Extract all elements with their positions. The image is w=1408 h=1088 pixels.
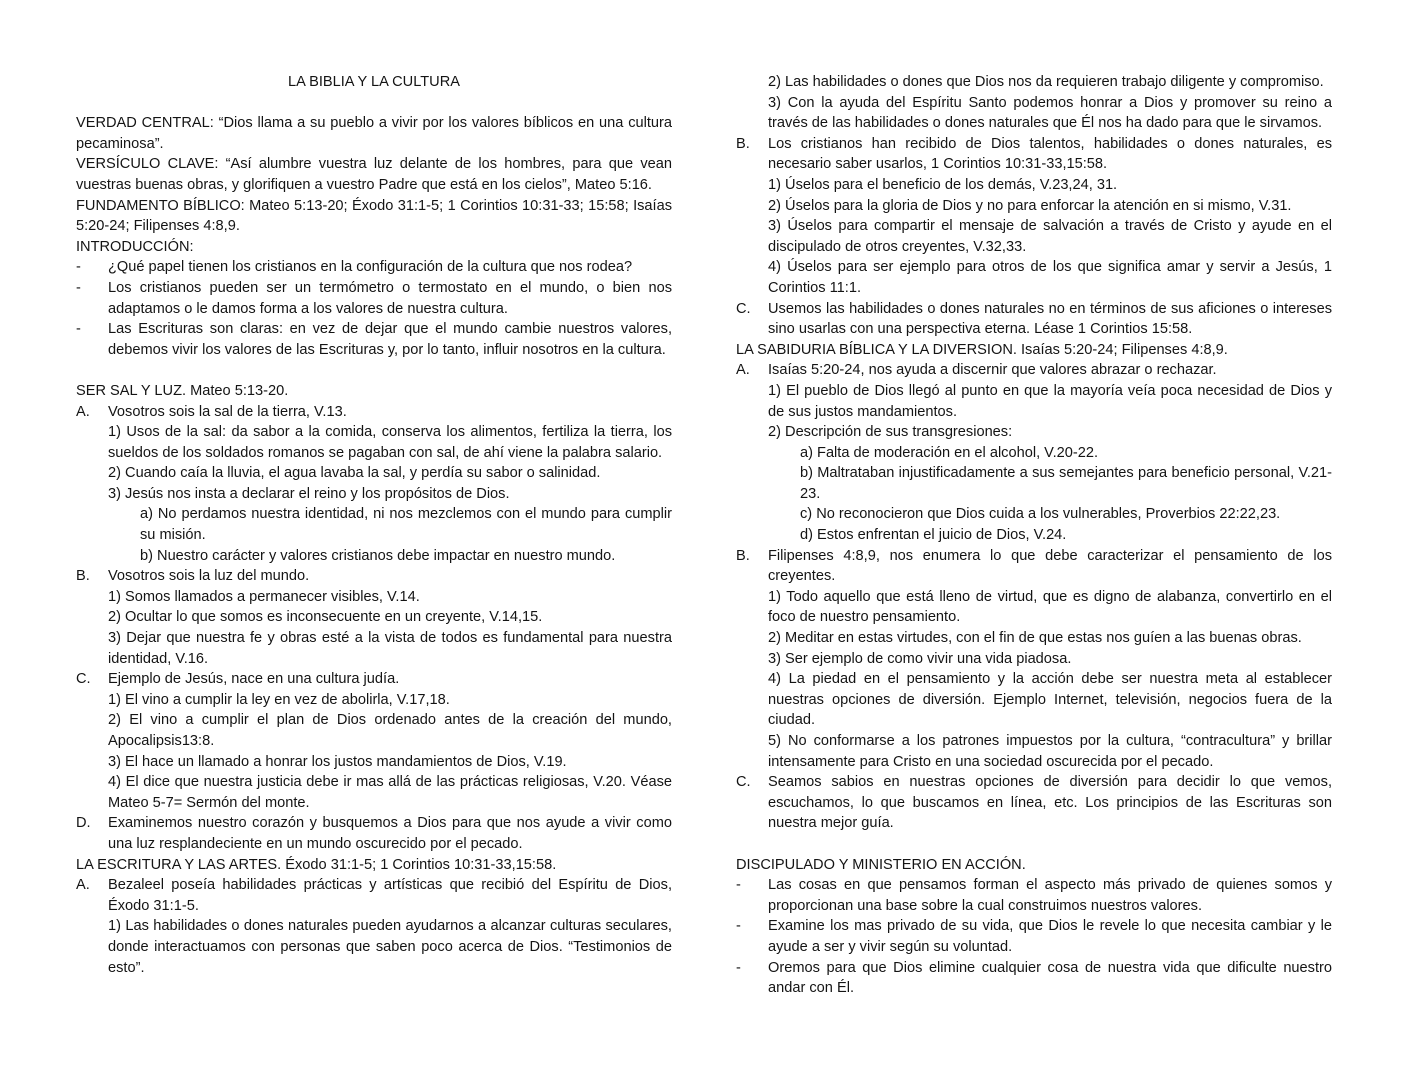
sub-item: 2) Cuando caía la lluvia, el agua lavaba la sal, y perdía su sabor o salinidad. [108, 465, 601, 482]
list-item: - Las cosas en que pensamos forman el aspecto más privado de quienes somos y proporcionan una base sobre la cual construimos nuestros valores. [736, 877, 1332, 914]
verdad-central: VERDAD CENTRAL: “Dios llama a su pueblo a vivir por los valores bíblicos en una cultura pecaminosa”. [76, 115, 672, 152]
sub-item: 1) Somos llamados a permanecer visibles, V.14. [108, 588, 420, 605]
list-item: - ¿Qué papel tienen los cristianos en la configuración de la cultura que nos rodea? [76, 259, 633, 276]
outline-item: C. Ejemplo de Jesús, nace en una cultura judía. [76, 671, 400, 688]
sub-item: 1) Las habilidades o dones naturales pueden ayudarnos a alcanzar culturas seculares, donde interactuamos con personas que saben poco acerca de Dios. “Testimonios de esto”. [108, 918, 672, 976]
section-heading: SER SAL Y LUZ. Mateo 5:13-20. [76, 382, 289, 399]
sub-item: 2) Las habilidades o dones que Dios nos da requieren trabajo diligente y compromiso. [768, 74, 1324, 90]
outline-item: A. Vosotros sois la sal de la tierra, V.13. [76, 403, 347, 420]
sub-sub-item: a) Falta de moderación en el alcohol, V.20-22. [800, 444, 1099, 461]
list-item: - Las Escrituras son claras: en vez de dejar que el mundo cambie nuestros valores, debemos vivir los valores de las Escrituras y, por lo tanto, influir nosotros en la cultura. [76, 321, 672, 358]
sub-item: 5) No conformarse a los patrones impuestos por la cultura, “contracultura” y brillar intensamente para Cristo en una sociedad oscurecida por el pecado. [768, 733, 1332, 770]
sub-item: 2) Meditar en estas virtudes, con el fin de que estas nos guíen a las buenas obras. [768, 630, 1302, 647]
sub-item: 2) El vino a cumplir el plan de Dios ordenado antes de la creación del mundo, Apocalipsis13:8. [108, 712, 672, 749]
sub-item: 2) Descripción de sus transgresiones: [768, 424, 1013, 441]
sub-item: 1) Úselos para el beneficio de los demás, V.23,24, 31. [768, 176, 1118, 193]
sub-sub-item: c) No reconocieron que Dios cuida a los vulnerables, Proverbios 22:22,23. [800, 506, 1281, 523]
outline-item: B. Vosotros sois la luz del mundo. [76, 568, 310, 585]
sub-item: 3) Ser ejemplo de como vivir una vida piadosa. [768, 650, 1072, 667]
sub-item: 4) La piedad en el pensamiento y la acción debe ser nuestra meta al establecer nuestras opciones de diversión. Ejemplo Internet, televisión, negocios fuera de la ciudad. [768, 671, 1332, 729]
page-title: LA BIBLIA Y LA CULTURA [288, 74, 460, 90]
right-column [736, 72, 1332, 999]
list-item: - Los cristianos pueden ser un termómetro o termostato en el mundo, o bien nos adaptamos o le damos forma a los valores de nuestra cultura. [76, 279, 672, 317]
sub-item: 1) El vino a cumplir la ley en vez de abolirla, V.17,18. [108, 691, 450, 708]
sub-item: 4) Úselos para ser ejemplo para otros de los que significa amar y servir a Jesús, 1 Corintios 11:1. [768, 259, 1332, 296]
fundamento-biblico: FUNDAMENTO BÍBLICO: Mateo 5:13-20; Éxodo 31:1-5; 1 Corintios 10:31-33; 15:58; Isaías 5:20-24; Filipenses 4:8,9. [76, 197, 672, 235]
outline-item: C. Seamos sabios en nuestras opciones de diversión para decidir lo que vemos, escuchamos, lo que buscamos en línea, etc. Los principios de las Escrituras son nuestra mejor guía. [736, 774, 1332, 832]
sub-item: 4) El dice que nuestra justicia debe ir mas allá de las prácticas religiosas, V.20. Véase Mateo 5-7= Sermón del monte. [108, 774, 672, 811]
versiculo-clave: VERSÍCULO CLAVE: “Así alumbre vuestra luz delante de los hombres, para que vean vuestras buenas obras, y glorifiquen a vuestro Padre que está en los cielos”, Mateo 5:16. [76, 156, 672, 193]
sub-item: 1) El pueblo de Dios llegó al punto en que la mayoría veía poca necesidad de Dios y de sus justos mandamientos. [768, 382, 1332, 420]
sub-item: 3) Úselos para compartir el mensaje de salvación a través de Cristo y ayude en el discipulado de otros creyentes, V.32,33. [768, 218, 1332, 255]
sub-item: 1) Usos de la sal: da sabor a la comida, conserva los alimentos, fertiliza la tierra, los sueldos de los soldados romanos se pagaban con sal, de ahí viene la palabra salario. [108, 424, 672, 461]
outline-item: A. Bezaleel poseía habilidades prácticas y artísticas que recibió del Espíritu de Dios, Éxodo 31:1-5. [76, 877, 672, 914]
outline-item: C. Usemos las habilidades o dones naturales no en términos de sus aficiones o intereses sino usarlas con una perspectiva eterna. Léase 1 Corintios 15:58. [736, 300, 1332, 338]
sub-item: 1) Todo aquello que está lleno de virtud, que es digno de alabanza, convertirlo en el foco de nuestro pensamiento. [768, 588, 1332, 626]
left-column [76, 72, 672, 978]
sub-sub-item: d) Estos enfrentan el juicio de Dios, V.24. [800, 527, 1067, 544]
sub-item: 2) Ocultar lo que somos es inconsecuente en un creyente, V.14,15. [108, 609, 543, 626]
list-item: - Oremos para que Dios elimine cualquier cosa de nuestra vida que dificulte nuestro andar con Él. [736, 959, 1332, 997]
section-heading: LA SABIDURIA BÍBLICA Y LA DIVERSION. Isaías 5:20-24; Filipenses 4:8,9. [736, 341, 1228, 358]
sub-item: 2) Úselos para la gloria de Dios y no para enforcar la atención en si mismo, V.31. [768, 197, 1292, 214]
outline-item: D. Examinemos nuestro corazón y busquemos a Dios para que nos ayude a vivir como una luz resplandeciente en un mundo oscurecido por el pecado. [76, 815, 672, 852]
sub-item: 3) Con la ayuda del Espíritu Santo podemos honrar a Dios y promover su reino a través de las habilidades o dones naturales que Él nos ha dado para que le sirvamos. [768, 94, 1332, 132]
sub-item: 3) El hace un llamado a honrar los justos mandamientos de Dios, V.19. [108, 753, 567, 770]
outline-item: B. Filipenses 4:8,9, nos enumera lo que debe caracterizar el pensamiento de los creyentes. [736, 547, 1332, 585]
sub-sub-item: b) Maltrataban injustificadamente a sus semejantes para beneficio personal, V.21-23. [800, 465, 1332, 502]
sub-item: 3) Jesús nos insta a declarar el reino y los propósitos de Dios. [108, 485, 510, 502]
list-item: - Examine los mas privado de su vida, que Dios le revele lo que necesita cambiar y le ayude a ser y vivir según su voluntad. [736, 918, 1332, 955]
sub-sub-item: b) Nuestro carácter y valores cristianos debe impactar en nuestro mundo. [140, 547, 616, 564]
outline-item: B. Los cristianos han recibido de Dios talentos, habilidades o dones naturales, es necesario saber usarlos, 1 Corintios 10:31-33,15:58. [736, 135, 1332, 173]
section-heading: DISCIPULADO Y MINISTERIO EN ACCIÓN. [736, 856, 1026, 873]
outline-item: A. Isaías 5:20-24, nos ayuda a discernir que valores abrazar o rechazar. [736, 362, 1217, 379]
sub-sub-item: a) No perdamos nuestra identidad, ni nos mezclemos con el mundo para cumplir su misión. [140, 506, 672, 544]
section-heading: LA ESCRITURA Y LAS ARTES. Éxodo 31:1-5; 1 Corintios 10:31-33,15:58. [76, 856, 557, 873]
intro-heading: INTRODUCCIÓN: [76, 238, 194, 255]
sub-item: 3) Dejar que nuestra fe y obras esté a la vista de todos es fundamental para nuestra identidad, V.16. [108, 630, 672, 667]
